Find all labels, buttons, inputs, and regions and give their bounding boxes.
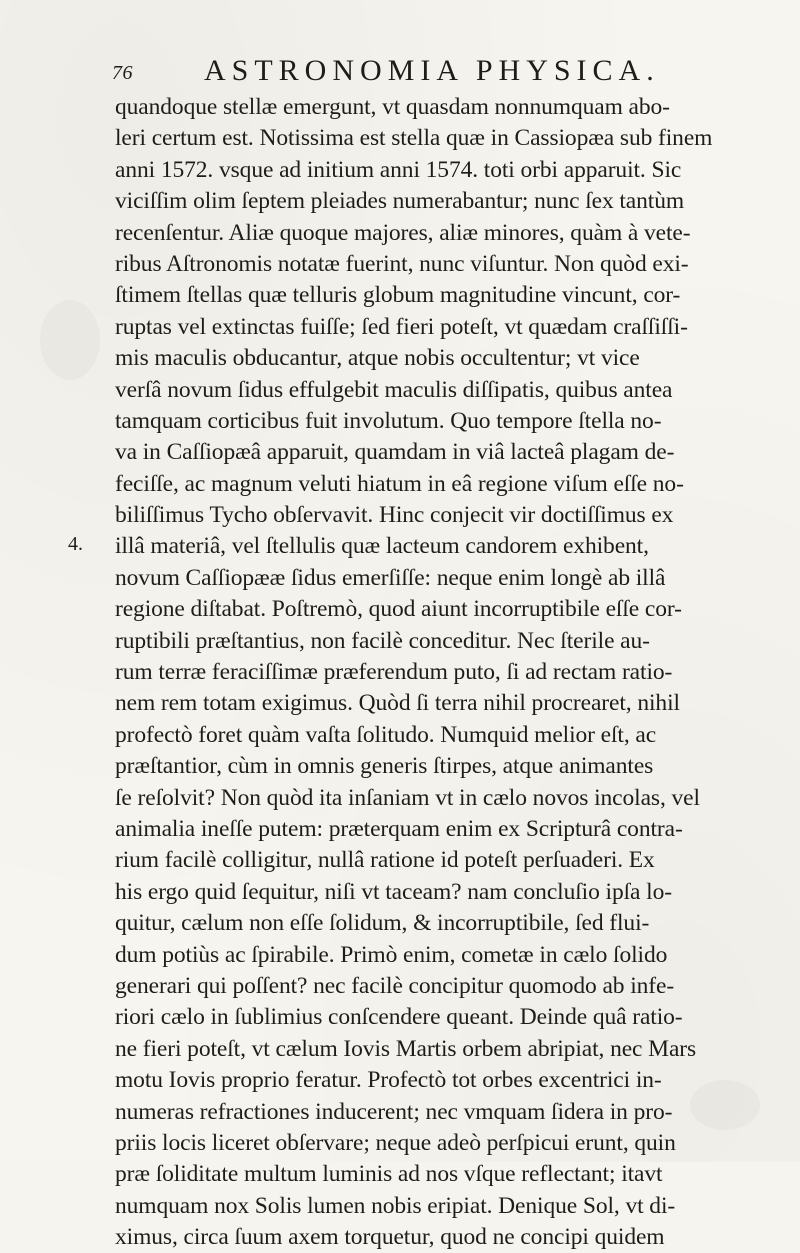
page-header <box>112 52 772 92</box>
text-line: tamquam corticibus fuit involutum. Quo tempore ſtella no- <box>115 407 662 434</box>
text-line: ſtimem ſtellas quæ telluris globum magnitudine vincunt, cor- <box>115 282 681 309</box>
text-line: ximus, circa ſuum axem torquetur, quod ne concipi quidem <box>115 1224 665 1251</box>
text-line: motu Iovis proprio feratur. Profectò tot orbes excentrici in- <box>115 1067 662 1094</box>
text-line: dum potiùs ac ſpirabile. Primò enim, cometæ in cælo ſolido <box>115 941 668 968</box>
text-line: præ ſoliditate multum luminis ad nos vſque reflectant; itavt <box>115 1161 663 1188</box>
text-line: profectò foret quàm vaſta ſolitudo. Numquid melior eſt, ac <box>115 721 657 748</box>
text-line: leri certum est. Notissima est stella quæ in Cassiopæa sub finem <box>115 125 713 152</box>
text-line: verſâ novum ſidus effulgebit maculis diſſipatis, quibus antea <box>115 376 673 403</box>
margin-note: 4. <box>68 533 83 555</box>
text-line: his ergo quid ſequitur, niſi vt taceam? nam concluſio ipſa lo- <box>115 878 672 905</box>
text-line: ſe reſolvit? Non quòd ita inſaniam vt in cælo novos incolas, vel <box>115 784 700 811</box>
text-line: anni 1572. vsque ad initium anni 1574. toti orbi apparuit. Sic <box>115 156 682 183</box>
body-text <box>115 92 780 1253</box>
text-line: va in Caſſiopæâ apparuit, quamdam in viâ lacteâ plagam de- <box>115 439 675 466</box>
text-line: recenſentur. Aliæ quoque majores, aliæ minores, quàm à vete- <box>115 219 691 246</box>
text-line: priis locis liceret obſervare; neque adeò perſpicui erunt, quin <box>115 1129 676 1156</box>
text-line: numeras refractiones inducerent; nec vmquam ſidera in pro- <box>115 1098 673 1125</box>
page-number: 76 <box>112 62 133 84</box>
text-line: quandoque stellæ emergunt, vt quasdam nonnumquam abo- <box>115 94 670 120</box>
text-line: nem rem totam exigimus. Quòd ſi terra nihil procrearet, nihil <box>115 690 680 717</box>
text-line: ribus Aſtronomis notatæ fuerint, nunc viſuntur. Non quòd exi- <box>115 250 689 277</box>
text-line: numquam nox Solis lumen nobis eripiat. Denique Sol, vt di- <box>115 1192 676 1219</box>
text-line: quitur, cælum non eſſe ſolidum, & incorruptibile, ſed flui- <box>115 910 650 937</box>
text-line: feciſſe, ac magnum veluti hiatum in eâ regione viſum eſſe no- <box>115 470 684 497</box>
text-line: mis maculis obducantur, atque nobis occultentur; vt vice <box>115 345 640 372</box>
text-line: regione diſtabat. Poſtremò, quod aiunt incorruptibile eſſe cor- <box>115 596 682 623</box>
text-line: ruptas vel extinctas fuiſſe; ſed fieri poteſt, vt quædam craſſiſſi- <box>115 313 688 340</box>
text-line: novum Caſſiopææ ſidus emerſiſſe: neque enim longè ab illâ <box>115 564 666 591</box>
text-line: ne fieri poteſt, vt cælum Iovis Martis orbem abripiat, nec Mars <box>115 1035 697 1062</box>
text-line: præſtantior, cùm in omnis generis ſtirpes, atque animantes <box>115 753 654 780</box>
text-line: viciſſim olim ſeptem pleiades numerabantur; nunc ſex tantùm <box>115 188 685 215</box>
text-line: illâ materiâ, vel ſtellulis quæ lacteum candorem exhibent, <box>115 533 649 560</box>
text-line: rium facilè colligitur, nullâ ratione id poteſt perſuaderi. Ex <box>115 847 655 874</box>
text-line: animalia ineſſe putem: præterquam enim ex Scripturâ contra- <box>115 815 683 842</box>
text-line: biliſſimus Tycho obſervavit. Hinc conjecit vir doctiſſimus ex <box>115 502 674 529</box>
text-line: generari qui poſſent? nec facilè concipitur quomodo ab infe- <box>115 972 675 999</box>
running-title: ASTRONOMIA PHYSICA. <box>204 54 660 87</box>
paper-stain <box>40 300 100 380</box>
text-line: riori cælo in ſublimius conſcendere queant. Deinde quâ ratio- <box>115 1004 683 1031</box>
text-line: rum terræ feraciſſimæ præferendum puto, ſi ad rectam ratio- <box>115 659 673 686</box>
text-line: ruptibili præſtantius, non facilè conceditur. Nec ſterile au- <box>115 627 650 654</box>
